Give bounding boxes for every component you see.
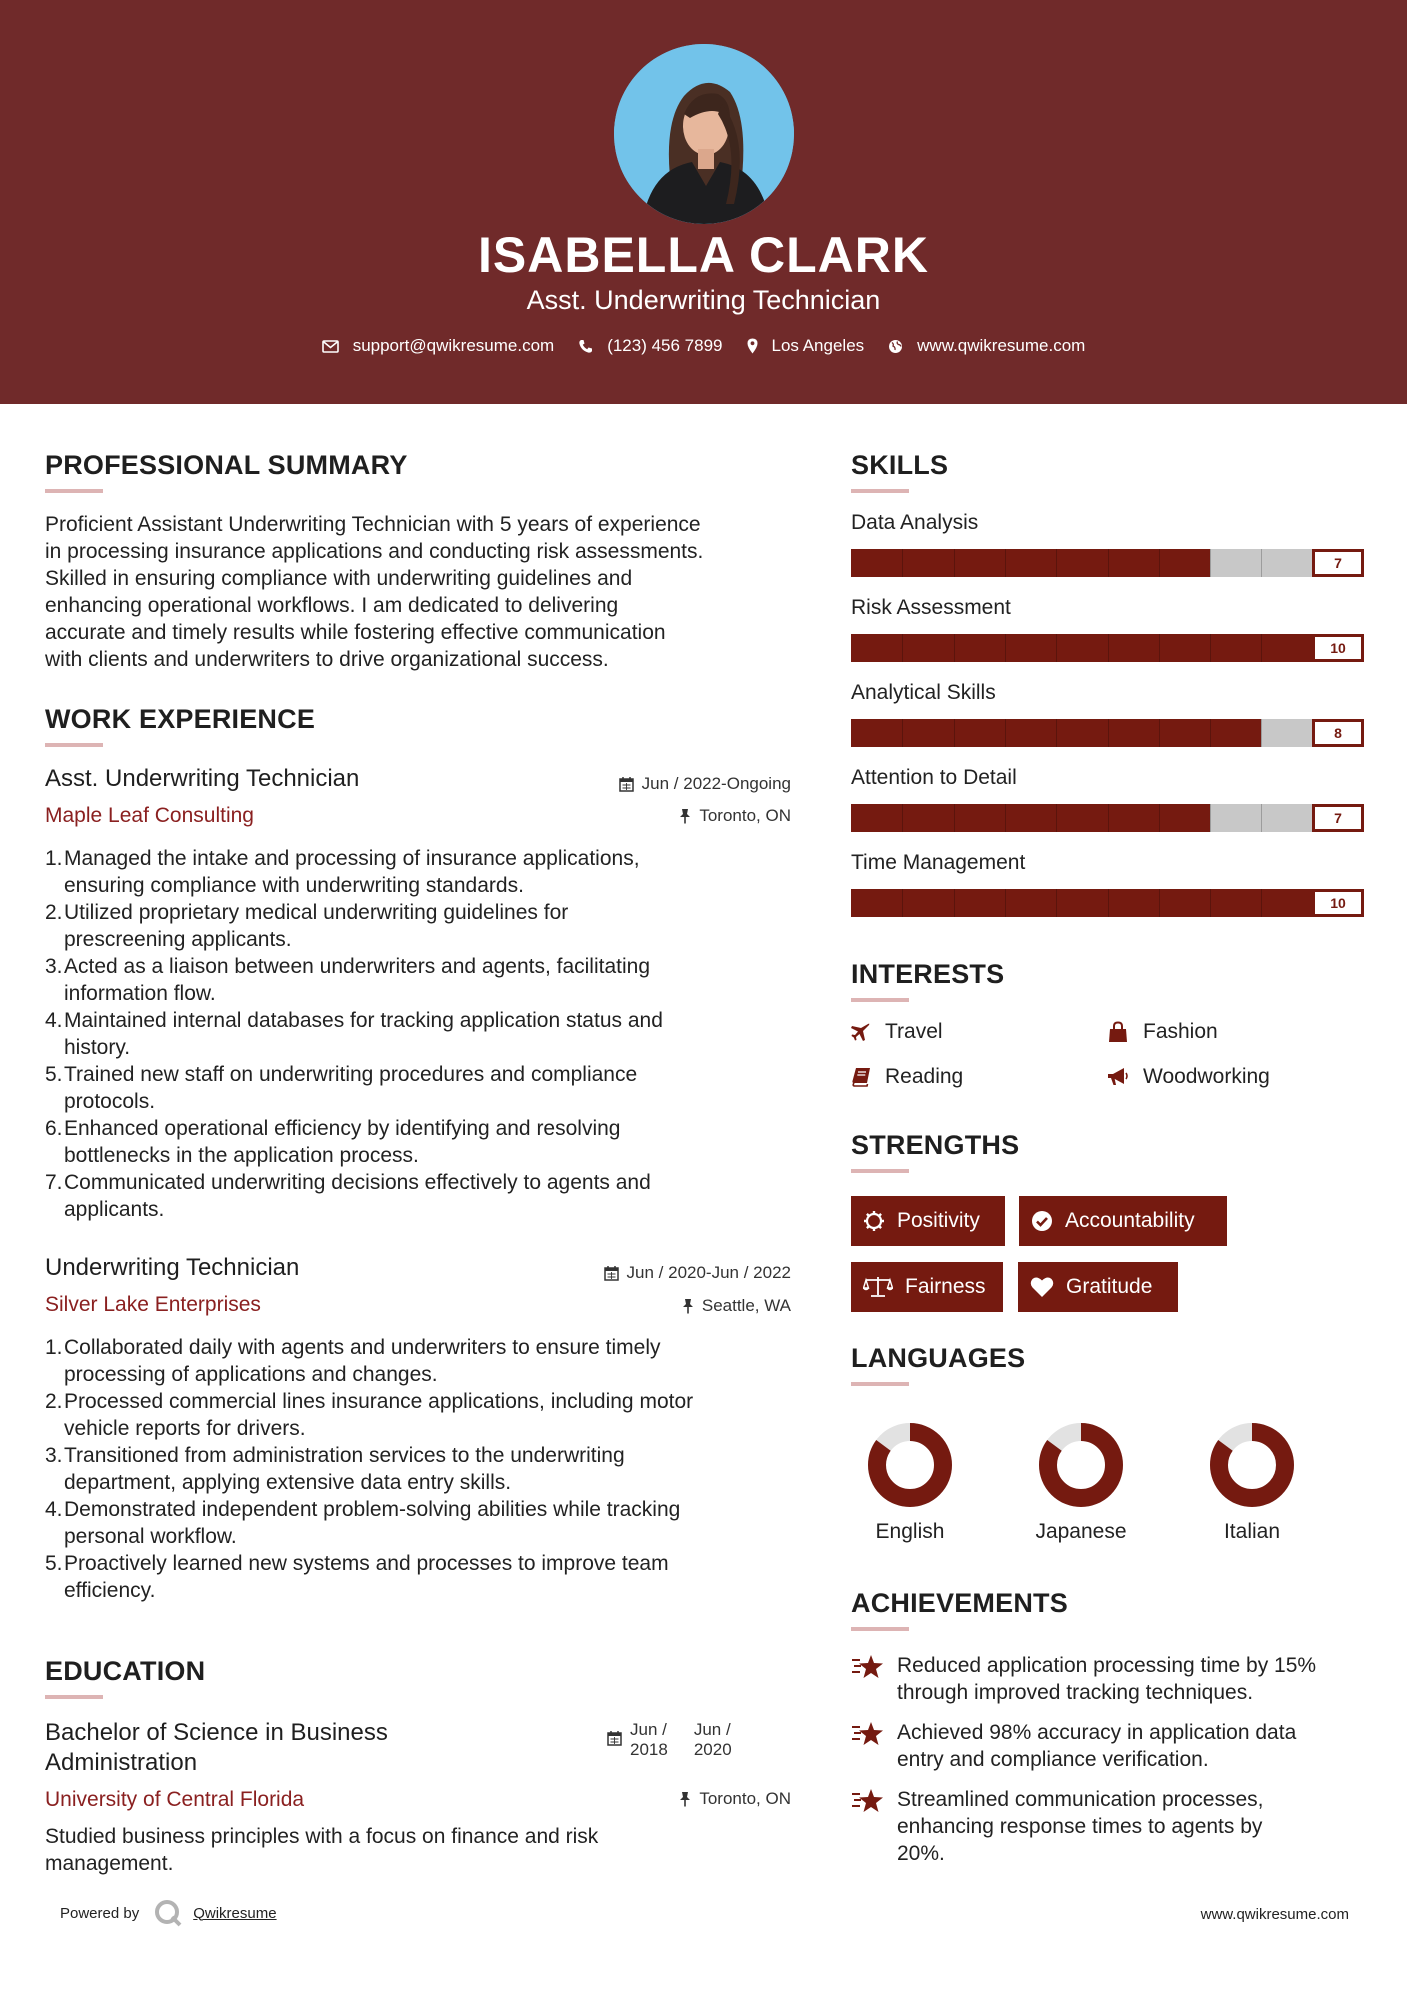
calendar-icon — [604, 1265, 619, 1281]
language-item — [1192, 1422, 1312, 1544]
list-line: applicants. — [64, 1198, 165, 1221]
interest-item — [851, 1065, 963, 1089]
skill-label: Time Management — [851, 851, 1026, 874]
skill-bar-divider — [1159, 634, 1160, 662]
skill-bar-fill — [851, 549, 1210, 577]
list-number: 7. — [45, 1171, 63, 1194]
list-line: history. — [64, 1036, 131, 1059]
list-number: 4. — [45, 1498, 63, 1521]
calendar-icon — [607, 1730, 622, 1746]
skill-bar-divider — [902, 549, 903, 577]
list-item — [45, 1169, 805, 1223]
list-line: Proactively learned new systems and processes to improve team — [64, 1552, 669, 1575]
strength-badge — [1019, 1196, 1227, 1246]
education-start — [630, 1720, 668, 1760]
language-donut — [1038, 1422, 1124, 1508]
list-line: bottlenecks in the application process. — [64, 1144, 419, 1167]
list-number: 5. — [45, 1552, 63, 1575]
experience-heading: WORK EXPERIENCE — [45, 704, 316, 734]
interest-item — [1107, 1020, 1218, 1044]
job-dates — [619, 774, 791, 794]
star-icon — [851, 1788, 885, 1814]
skill-bar-divider — [1210, 889, 1211, 917]
pushpin-icon — [679, 1791, 691, 1807]
job-location-text: Seattle, WA — [701, 1296, 791, 1315]
megaphone-icon — [1107, 1067, 1129, 1087]
list-line: Utilized proprietary medical underwriting guidelines for — [64, 901, 569, 924]
phone-icon — [578, 339, 593, 354]
education-end — [694, 1720, 732, 1760]
footer-url[interactable]: www.qwikresume.com — [1200, 1906, 1349, 1923]
list-number: 3. — [45, 1444, 63, 1467]
list-line: department, applying extensive data entry skills. — [64, 1471, 512, 1494]
summary-line: enhancing operational workflows. I am dedicated to delivering — [45, 594, 619, 617]
contact-phone-text: (123) 456 7899 — [607, 336, 723, 355]
skill-bar-divider — [1261, 804, 1262, 832]
skill-bar-divider — [954, 549, 955, 577]
strength-label: Positivity — [897, 1209, 980, 1232]
contact-website-text: www.qwikresume.com — [917, 336, 1086, 355]
list-line: protocols. — [64, 1090, 156, 1113]
job-dates — [604, 1263, 791, 1283]
list-line: prescreening applicants. — [64, 928, 292, 951]
list-line: personal workflow. — [64, 1525, 237, 1548]
gear-icon — [863, 1210, 885, 1232]
skill-bar-divider — [1108, 889, 1109, 917]
skill-bar-divider — [902, 719, 903, 747]
achievement-item — [851, 1652, 1371, 1706]
list-item — [45, 1496, 805, 1550]
job-title: Asst. Underwriting Technician — [45, 765, 360, 792]
contact-bar — [0, 336, 1407, 356]
list-line: Maintained internal databases for tracking application status and — [64, 1009, 663, 1032]
language-donut — [867, 1422, 953, 1508]
language-name: English — [875, 1520, 945, 1543]
skill-bar-divider — [1056, 719, 1057, 747]
heart-icon — [1030, 1276, 1054, 1298]
summary-line: in processing insurance applications and conducting risk assessments. — [45, 540, 704, 563]
list-line: Acted as a liaison between underwriters and agents, facilitating — [64, 955, 651, 978]
summary-line: accurate and timely results while fostering effective communication — [45, 621, 666, 644]
profile-photo — [614, 44, 794, 224]
list-line: Transitioned from administration services to the underwriting — [64, 1444, 625, 1467]
list-number: 3. — [45, 955, 63, 978]
strength-label: Accountability — [1065, 1209, 1195, 1232]
star-icon — [851, 1721, 885, 1747]
skill-label: Risk Assessment — [851, 596, 1011, 619]
skill-bar-divider — [1210, 549, 1211, 577]
skill-bar-fill — [851, 804, 1210, 832]
skill-bar-divider — [902, 634, 903, 662]
skill-score: 7 — [1312, 549, 1364, 577]
education-location-text: Toronto, ON — [699, 1789, 791, 1808]
achievement-line: 20%. — [897, 1842, 945, 1865]
strength-label: Gratitude — [1066, 1275, 1153, 1298]
contact-website[interactable] — [888, 336, 1085, 356]
pushpin-icon — [679, 808, 691, 824]
interest-label: Reading — [885, 1065, 964, 1088]
skill-bar-divider — [1159, 804, 1160, 832]
skill-bar-divider — [902, 804, 903, 832]
skill-score: 10 — [1312, 634, 1364, 662]
list-number: 1. — [45, 1336, 63, 1359]
skill-bar-divider — [1056, 634, 1057, 662]
star-icon — [851, 1654, 885, 1680]
education-end-year: 2020 — [693, 1740, 732, 1759]
achievement-line: enhancing response times to agents by — [897, 1815, 1263, 1838]
list-line: information flow. — [64, 982, 216, 1005]
list-number: 2. — [45, 1390, 63, 1413]
list-item — [45, 953, 805, 1007]
skill-bar-divider — [1261, 889, 1262, 917]
achievement-line: through improved tracking techniques. — [897, 1681, 1254, 1704]
qwikresume-logo-icon — [153, 1898, 183, 1928]
skill-label: Data Analysis — [851, 511, 979, 534]
strength-badge — [1018, 1262, 1178, 1312]
skill-label: Attention to Detail — [851, 766, 1017, 789]
education-description — [45, 1823, 805, 1877]
school-name: University of Central Florida — [45, 1788, 305, 1811]
skill-bar-divider — [1108, 719, 1109, 747]
list-item — [45, 1115, 805, 1169]
contact-phone[interactable] — [578, 336, 722, 356]
contact-email[interactable] — [322, 336, 555, 356]
achievement-item — [851, 1786, 1371, 1867]
skill-bar-divider — [1005, 804, 1006, 832]
skill-bar-divider — [1261, 719, 1262, 747]
list-item — [45, 1550, 805, 1604]
strength-label: Fairness — [905, 1275, 986, 1298]
education-end-month: Jun / — [693, 1720, 731, 1739]
language-donut — [1209, 1422, 1295, 1508]
language-item — [850, 1422, 970, 1544]
language-item — [1021, 1422, 1141, 1544]
education-location — [679, 1789, 791, 1809]
list-number: 6. — [45, 1117, 63, 1140]
job-dates-text: Jun / 2020-Jun / 2022 — [626, 1263, 791, 1282]
list-item — [45, 1388, 805, 1442]
degree-title — [45, 1718, 388, 1778]
skill-bar-divider — [1005, 549, 1006, 577]
degree-line: Bachelor of Science in Business — [45, 1719, 388, 1746]
list-line: Communicated underwriting decisions effectively to agents and — [64, 1171, 651, 1194]
skills-rule — [851, 489, 909, 493]
education-description-line: management. — [45, 1852, 174, 1875]
skill-bar-divider — [1159, 719, 1160, 747]
skill-bar-divider — [1159, 549, 1160, 577]
scales-icon — [863, 1276, 893, 1298]
avatar — [614, 44, 794, 224]
skill-bar-divider — [1056, 889, 1057, 917]
skill-bar-divider — [1210, 634, 1211, 662]
achievements-rule — [851, 1627, 909, 1631]
strength-badge — [851, 1196, 1005, 1246]
list-line: vehicle reports for drivers. — [64, 1417, 306, 1440]
achievement-line: Reduced application processing time by 15% — [897, 1654, 1317, 1677]
education-rule — [45, 1695, 103, 1699]
strengths-rule — [851, 1169, 909, 1173]
footer-brand-link[interactable]: Qwikresume — [193, 1904, 277, 1922]
list-line: Processed commercial lines insurance applications, including motor — [64, 1390, 694, 1413]
list-line: Trained new staff on underwriting procedures and compliance — [64, 1063, 638, 1086]
achievement-text — [897, 1786, 1264, 1867]
strength-badge — [851, 1262, 1003, 1312]
skill-bar-divider — [1005, 634, 1006, 662]
list-number: 5. — [45, 1063, 63, 1086]
list-item — [45, 1061, 805, 1115]
achievement-text — [897, 1652, 1316, 1706]
skill-bar-divider — [1108, 804, 1109, 832]
list-line: Demonstrated independent problem-solving abilities while tracking — [64, 1498, 681, 1521]
calendar-icon — [619, 776, 634, 792]
job-location — [679, 806, 791, 826]
list-line: Enhanced operational efficiency by identifying and resolving — [64, 1117, 621, 1140]
skill-bar-divider — [1261, 549, 1262, 577]
interest-item — [1107, 1065, 1270, 1089]
shopping-bag-icon — [1107, 1021, 1129, 1043]
skill-label: Analytical Skills — [851, 681, 996, 704]
candidate-name: ISABELLA CLARK — [477, 227, 929, 283]
contact-location — [747, 336, 865, 356]
summary-rule — [45, 489, 103, 493]
location-pin-icon — [747, 338, 758, 354]
job-location — [682, 1296, 791, 1316]
skill-bar-divider — [1210, 719, 1211, 747]
skill-bar-divider — [1108, 549, 1109, 577]
education-description-line: Studied business principles with a focus on finance and risk — [45, 1825, 599, 1848]
summary-line: Skilled in ensuring compliance with underwriting guidelines and — [45, 567, 633, 590]
powered-by-text: Powered by — [60, 1904, 140, 1922]
contact-location-text: Los Angeles — [771, 336, 865, 355]
skill-bar-divider — [1005, 719, 1006, 747]
job-duties-list — [45, 1334, 805, 1604]
education-heading: EDUCATION — [45, 1656, 206, 1686]
interest-label: Fashion — [1143, 1020, 1218, 1043]
list-number: 2. — [45, 901, 63, 924]
list-item — [45, 899, 805, 953]
job-location-text: Toronto, ON — [699, 806, 791, 825]
experience-rule — [45, 743, 103, 747]
book-icon — [851, 1067, 871, 1087]
candidate-title: Asst. Underwriting Technician — [526, 285, 881, 315]
achievement-text — [897, 1719, 1296, 1773]
list-item — [45, 845, 805, 899]
achievement-line: entry and compliance verification. — [897, 1748, 1209, 1771]
skills-heading: SKILLS — [851, 450, 949, 480]
skill-bar-divider — [1210, 804, 1211, 832]
achievement-item — [851, 1719, 1371, 1773]
language-name: Japanese — [1035, 1520, 1127, 1543]
job-duties-list — [45, 845, 805, 1223]
summary-heading: PROFESSIONAL SUMMARY — [45, 450, 408, 480]
list-item — [45, 1334, 805, 1388]
list-line: processing of applications and changes. — [64, 1363, 438, 1386]
envelope-icon — [322, 340, 339, 353]
interests-rule — [851, 998, 909, 1002]
skill-score: 10 — [1312, 889, 1364, 917]
strengths-heading: STRENGTHS — [851, 1130, 1020, 1160]
skill-bar-divider — [954, 719, 955, 747]
skill-bar-divider — [954, 634, 955, 662]
list-item — [45, 1007, 805, 1061]
summary-line: Proficient Assistant Underwriting Technician with 5 years of experience — [45, 513, 701, 536]
languages-rule — [851, 1382, 909, 1386]
education-start-month: Jun / — [630, 1720, 667, 1739]
interest-label: Woodworking — [1143, 1065, 1270, 1088]
list-number: 4. — [45, 1009, 63, 1032]
list-line: ensuring compliance with underwriting standards. — [64, 874, 524, 897]
education-start-year: 2018 — [630, 1740, 668, 1759]
plane-icon — [851, 1022, 871, 1042]
skill-score: 7 — [1312, 804, 1364, 832]
check-circle-icon — [1031, 1210, 1053, 1232]
footer-powered-by — [60, 1898, 277, 1928]
language-name: Italian — [1223, 1520, 1281, 1543]
interest-label: Travel — [885, 1020, 943, 1043]
summary-line: with clients and underwriters to drive organizational success. — [45, 648, 609, 671]
skill-bar-divider — [1056, 804, 1057, 832]
contact-email-text: support@qwikresume.com — [352, 336, 555, 355]
skill-bar-divider — [1159, 889, 1160, 917]
skill-bar — [851, 549, 1364, 577]
list-line: efficiency. — [64, 1579, 156, 1602]
skill-bar-divider — [954, 889, 955, 917]
list-item — [45, 1442, 805, 1496]
skill-bar — [851, 634, 1364, 662]
list-line: Collaborated daily with agents and underwriters to ensure timely — [64, 1336, 661, 1359]
achievement-line: Streamlined communication processes, — [897, 1788, 1264, 1811]
list-line: Managed the intake and processing of insurance applications, — [64, 847, 640, 870]
skill-bar-divider — [1261, 634, 1262, 662]
skill-bar — [851, 719, 1364, 747]
education-dates — [607, 1720, 732, 1760]
achievement-line: Achieved 98% accuracy in application data — [897, 1721, 1297, 1744]
languages-heading: LANGUAGES — [851, 1343, 1026, 1373]
job-dates-text: Jun / 2022-Ongoing — [641, 774, 791, 793]
degree-line: Administration — [45, 1749, 198, 1776]
skill-bar — [851, 804, 1364, 832]
company-name: Maple Leaf Consulting — [45, 804, 254, 827]
globe-icon — [888, 339, 903, 354]
achievements-heading: ACHIEVEMENTS — [851, 1588, 1068, 1618]
interests-heading: INTERESTS — [851, 959, 1005, 989]
list-number: 1. — [45, 847, 63, 870]
interest-item — [851, 1020, 943, 1044]
pushpin-icon — [682, 1298, 694, 1314]
company-name: Silver Lake Enterprises — [45, 1293, 261, 1316]
skill-bar-divider — [1108, 634, 1109, 662]
skill-bar-divider — [1005, 889, 1006, 917]
skill-bar-divider — [902, 889, 903, 917]
summary-text — [45, 511, 805, 673]
header-banner — [0, 0, 1407, 404]
skill-bar-divider — [1056, 549, 1057, 577]
skill-bar-divider — [954, 804, 955, 832]
job-title: Underwriting Technician — [45, 1254, 300, 1281]
skill-bar — [851, 889, 1364, 917]
skill-score: 8 — [1312, 719, 1364, 747]
